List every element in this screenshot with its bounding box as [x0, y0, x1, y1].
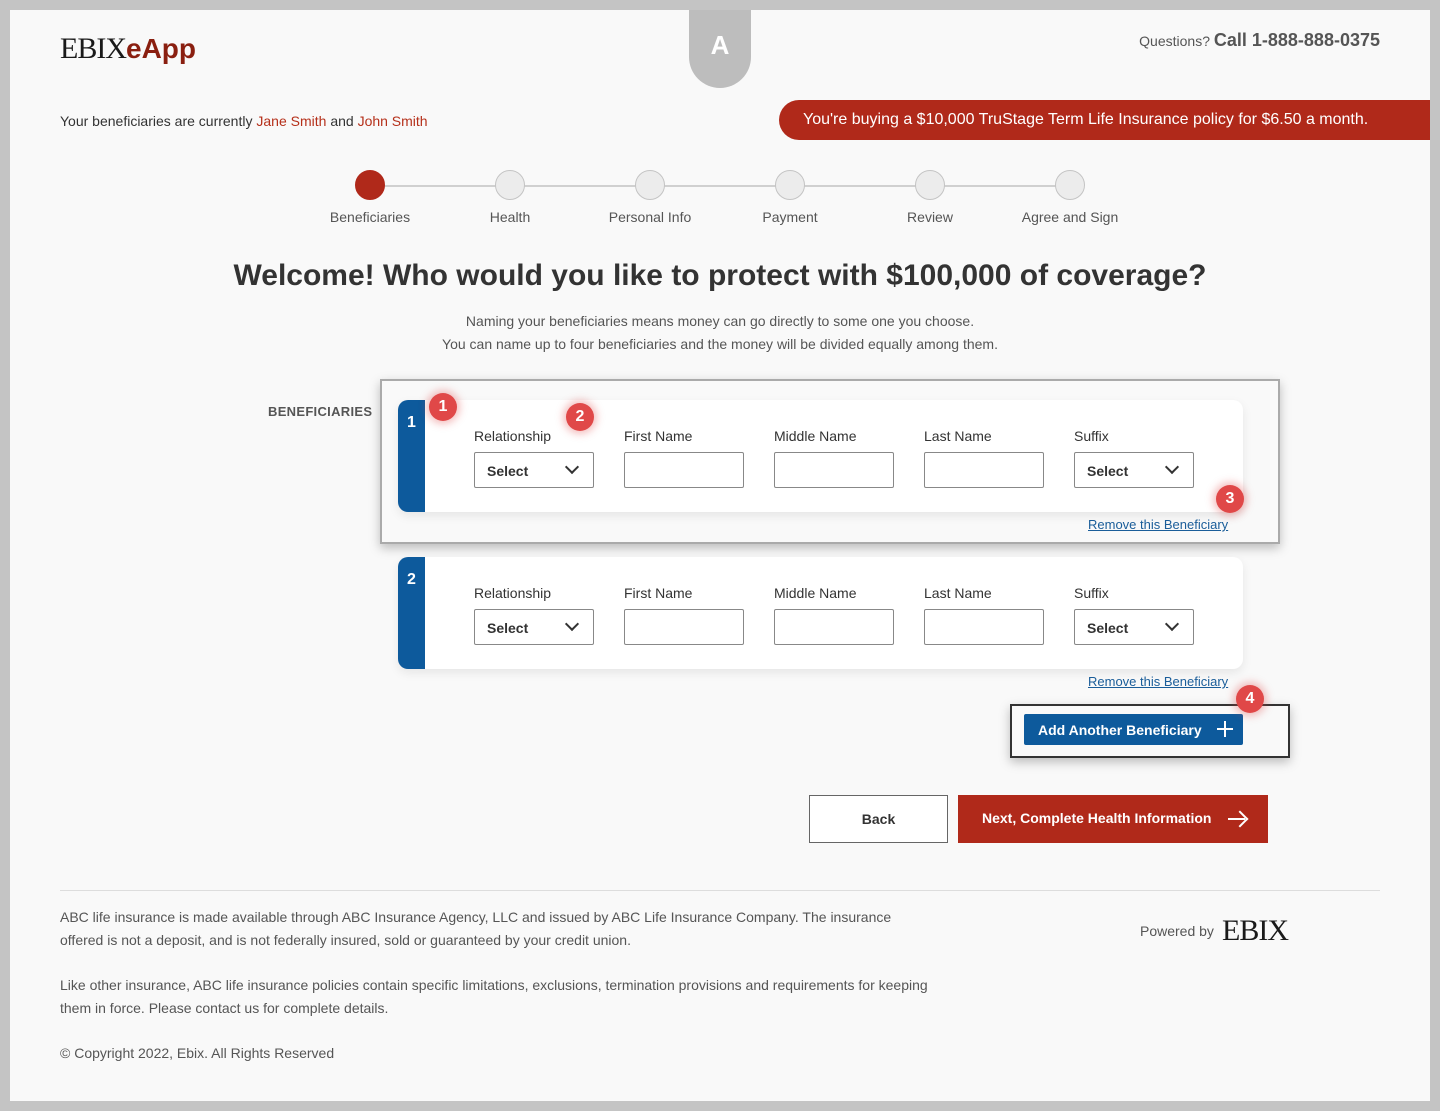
phone-link[interactable]: Call 1-888-888-0375 — [1213, 30, 1380, 50]
step-label: Health — [489, 209, 531, 225]
suffix-field — [1074, 428, 1194, 488]
relationship-label: Relationship — [474, 428, 552, 444]
select-value: Select — [487, 463, 529, 479]
page — [10, 10, 1430, 1101]
footer-divider — [60, 890, 1380, 891]
first-name-field — [624, 428, 744, 488]
contact-info — [1139, 30, 1380, 51]
step-review[interactable] — [870, 170, 990, 225]
logo-eapp-text: eApp — [126, 33, 196, 64]
annotation-badge-1: 1 — [429, 393, 457, 421]
middle-name-label: Middle Name — [774, 585, 857, 601]
relationship-select[interactable] — [474, 609, 594, 645]
beneficiary-number: 1 — [398, 400, 425, 512]
ebix-eapp-logo[interactable] — [60, 32, 196, 66]
step-label: Payment — [762, 209, 818, 225]
chevron-down-icon — [1165, 460, 1179, 474]
relationship-field — [474, 428, 594, 488]
last-name-input[interactable] — [924, 452, 1044, 488]
beneficiary-card-2 — [398, 557, 1243, 669]
policy-banner: You're buying a $10,000 TruStage Term Life Insurance policy for $6.50 a month. — [779, 100, 1430, 140]
select-value: Select — [487, 620, 529, 636]
suffix-label: Suffix — [1074, 428, 1109, 444]
footer-disclaimer-1: ABC life insurance is made available through ABC Insurance Agency, LLC and issued by ABC Life Insurance Company. The insurance offered is not a deposit, and is not federally insured, sold or guaranteed by your credit union. — [60, 909, 892, 948]
add-button-label: Add Another Beneficiary — [1038, 722, 1202, 738]
logo-ebix-text: EBIX — [60, 32, 126, 65]
first-name-label: First Name — [624, 585, 693, 601]
relationship-label: Relationship — [474, 585, 552, 601]
step-dot — [355, 170, 385, 200]
back-button[interactable]: Back — [809, 795, 948, 843]
first-name-input[interactable] — [624, 452, 744, 488]
suffix-select[interactable] — [1074, 452, 1194, 488]
last-name-input[interactable] — [924, 609, 1044, 645]
step-dot — [1055, 170, 1085, 200]
step-payment[interactable] — [730, 170, 850, 225]
step-personal-info[interactable] — [590, 170, 710, 225]
powered-by-label: Powered by — [1140, 923, 1214, 939]
annotation-badge-3: 3 — [1216, 485, 1244, 513]
relationship-field — [474, 585, 594, 645]
step-agree-and-sign[interactable] — [1010, 170, 1130, 225]
step-dot — [775, 170, 805, 200]
beneficiary-number: 2 — [398, 557, 425, 669]
step-label: Review — [907, 209, 953, 225]
beneficiaries-section-label: BENEFICIARIES — [268, 404, 373, 419]
middle-name-field — [774, 428, 894, 488]
first-name-field — [624, 585, 744, 645]
relationship-select[interactable] — [474, 452, 594, 488]
first-name-input[interactable] — [624, 609, 744, 645]
annotation-badge-2: 2 — [566, 403, 594, 431]
subtitle-line-1: Naming your beneficiaries means money can go directly to some one you choose. — [465, 313, 975, 329]
suffix-select[interactable] — [1074, 609, 1194, 645]
last-name-label: Last Name — [924, 428, 992, 444]
step-beneficiaries[interactable] — [310, 170, 430, 225]
chevron-down-icon — [565, 617, 579, 631]
remove-beneficiary-2-link[interactable]: Remove this Beneficiary — [1088, 674, 1229, 689]
last-name-field — [924, 428, 1044, 488]
middle-name-input[interactable] — [774, 452, 894, 488]
page-title: Welcome! Who would you like to protect with $100,000 of coverage? — [233, 259, 1207, 292]
select-value: Select — [1087, 463, 1129, 479]
beneficiary-card-1 — [398, 400, 1243, 512]
suffix-label: Suffix — [1074, 585, 1109, 601]
suffix-field — [1074, 585, 1194, 645]
footer-disclaimer-2: Like other insurance, ABC life insurance policies contain specific limitations, exclusions, termination provisions and requirements for keeping them in force. Please contact us for complete details. — [60, 977, 928, 1016]
first-name-label: First Name — [624, 428, 693, 444]
last-name-field — [924, 585, 1044, 645]
step-label: Personal Info — [608, 209, 692, 225]
next-button-label: Next, Complete Health Information — [982, 810, 1212, 826]
step-dot — [915, 170, 945, 200]
step-label: Agree and Sign — [1021, 209, 1119, 225]
annotation-badge-4: 4 — [1236, 685, 1264, 713]
arrow-right-icon — [1228, 810, 1248, 828]
current-beneficiaries-prefix: Your beneficiaries are currently — [60, 113, 253, 129]
questions-label: Questions? — [1139, 33, 1210, 49]
select-value: Select — [1087, 620, 1129, 636]
subtitle-line-2: You can name up to four beneficiaries and the money will be divided equally among them. — [442, 336, 998, 352]
conjunction: and — [330, 113, 354, 129]
step-dot — [635, 170, 665, 200]
chevron-down-icon — [565, 460, 579, 474]
next-button[interactable] — [958, 795, 1268, 843]
chevron-down-icon — [1165, 617, 1179, 631]
footer-copyright: © Copyright 2022, Ebix. All Rights Reserved — [60, 1045, 335, 1061]
plus-icon — [1217, 721, 1233, 737]
step-health[interactable] — [450, 170, 570, 225]
progress-stepper — [310, 170, 1130, 230]
middle-name-label: Middle Name — [774, 428, 857, 444]
middle-name-field — [774, 585, 894, 645]
middle-name-input[interactable] — [774, 609, 894, 645]
add-another-beneficiary-button[interactable] — [1024, 714, 1243, 745]
step-label: Beneficiaries — [329, 209, 411, 225]
ebix-footer-logo: EBIX — [1222, 914, 1288, 947]
beneficiary-name-1: Jane Smith — [256, 113, 327, 129]
variant-tab: A — [689, 10, 751, 88]
remove-beneficiary-1-link[interactable]: Remove this Beneficiary — [1088, 517, 1229, 532]
step-dot — [495, 170, 525, 200]
last-name-label: Last Name — [924, 585, 992, 601]
current-beneficiaries — [60, 113, 428, 129]
beneficiary-name-2: John Smith — [357, 113, 428, 129]
